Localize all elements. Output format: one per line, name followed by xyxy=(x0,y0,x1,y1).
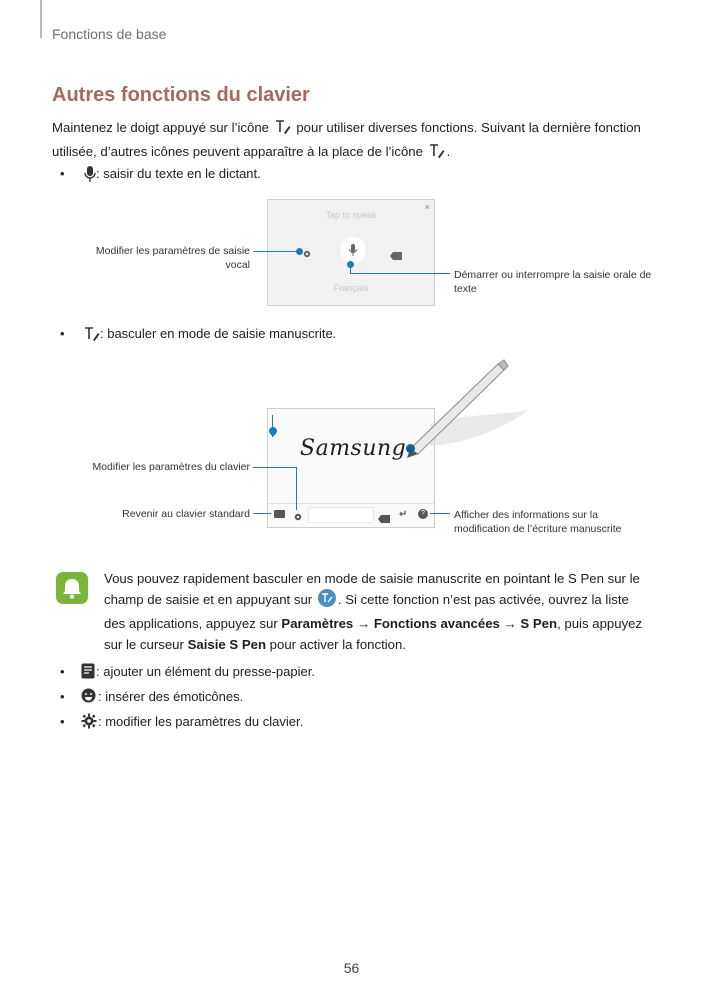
intro-text-3: . xyxy=(446,144,451,159)
bullet-voice-text: : saisir du texte en le dictant. xyxy=(96,166,261,181)
header-title: Fonctions de base xyxy=(52,26,167,42)
intro-text-2: pour utiliser diverses fonctions. Suivant la dernière fonction utilisée, d’autres icônes peuvent apparaître à la place de l’icône xyxy=(52,120,641,159)
bullet-settings-text: : modifier les paramètres du clavier. xyxy=(98,714,304,729)
backspace-icon[interactable] xyxy=(378,510,390,528)
microphone-icon xyxy=(340,237,366,263)
handwriting-input-area[interactable] xyxy=(308,507,374,523)
mic-button[interactable] xyxy=(340,237,366,263)
microphone-icon xyxy=(84,166,96,185)
bullet-dot: • xyxy=(60,714,65,729)
section-title: Autres fonctions du clavier xyxy=(52,84,310,106)
callout-back-keyboard: Revenir au clavier standard xyxy=(122,508,250,520)
emoticon-icon xyxy=(81,688,96,706)
callout-keyboard-settings: Modifier les paramètres du clavier xyxy=(92,461,250,473)
bullet-handwriting-text: : basculer en mode de saisie manuscrite. xyxy=(100,326,337,341)
handwriting-badge-icon xyxy=(318,589,336,613)
page-number: 56 xyxy=(343,960,360,976)
clipboard-icon xyxy=(81,663,95,682)
callout-voice-settings: Modifier les paramètres de saisie vocal xyxy=(95,245,250,271)
gear-icon[interactable] xyxy=(293,509,303,527)
callout-line xyxy=(253,251,297,252)
bullet-clipboard-text: : ajouter un élément du presse-papier. xyxy=(96,664,315,679)
keyboard-icon[interactable] xyxy=(274,510,285,518)
cursor-handle[interactable] xyxy=(267,425,278,436)
enter-icon[interactable]: ↵ xyxy=(399,509,408,520)
s-pen-icon xyxy=(400,354,530,464)
callout-line xyxy=(296,467,297,510)
callout-line xyxy=(350,273,450,274)
toolbar-divider xyxy=(268,503,434,504)
intro-text-1: Maintenez le doigt appuyé sur l’icône xyxy=(52,120,269,135)
intro-paragraph xyxy=(52,117,652,165)
handwriting-pen-icon xyxy=(429,143,445,165)
bullet-dot: • xyxy=(60,166,65,181)
note-bell-icon xyxy=(56,572,88,604)
handwriting-pen-icon xyxy=(84,326,100,345)
pen-tip-dot xyxy=(406,444,415,453)
gear-icon[interactable] xyxy=(302,246,312,264)
callout-line xyxy=(253,467,296,468)
tap-to-speak-label: Tap to speak xyxy=(325,210,377,220)
bullet-emoticons-text: : insérer des émoticônes. xyxy=(98,689,244,704)
handwritten-sample: Samsung xyxy=(300,436,407,461)
note-text: Vous pouvez rapidement basculer en mode de saisie manuscrite en pointant le S Pen sur le champ de saisie et en appuyant sur . Si cette fonction n’est pas activée, ouvrez la liste des applications, appuyez sur Paramètres → Fonctions avancées → S Pen, puis appuyez sur le curseur Saisie S Pen pour activer la fonction. xyxy=(104,571,643,652)
callout-handwriting-info: Afficher des informations sur la modification de l’écriture manuscrite xyxy=(454,509,622,535)
bullet-dot: • xyxy=(60,326,65,341)
help-icon[interactable]: ? xyxy=(418,509,428,519)
header-rule xyxy=(40,0,42,38)
close-icon[interactable]: × xyxy=(424,202,430,212)
gear-icon xyxy=(81,713,97,732)
backspace-icon[interactable] xyxy=(390,247,402,265)
handwriting-pen-icon xyxy=(275,119,291,141)
voice-input-panel xyxy=(267,199,435,306)
callout-line xyxy=(350,264,351,273)
bullet-dot: • xyxy=(60,664,65,679)
callout-line xyxy=(253,513,271,514)
callout-voice-start: Démarrer ou interrompre la saisie orale de texte xyxy=(454,269,652,295)
callout-line xyxy=(430,513,450,514)
language-label: Français xyxy=(333,283,369,293)
callout-dot xyxy=(296,248,303,255)
bullet-dot: • xyxy=(60,689,65,704)
